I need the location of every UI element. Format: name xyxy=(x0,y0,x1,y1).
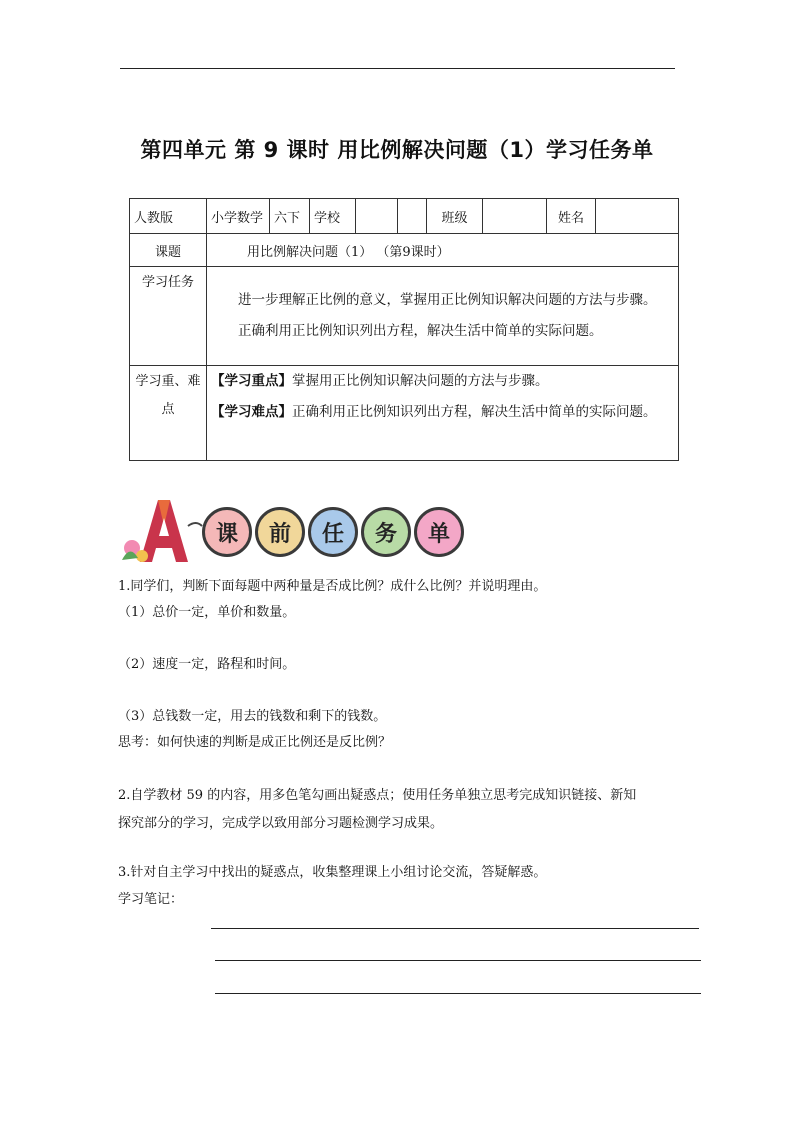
task-label: 学习任务 xyxy=(130,267,207,366)
name-field[interactable] xyxy=(596,199,679,234)
focus-content xyxy=(207,366,679,461)
info-table xyxy=(129,198,679,461)
name-label: 姓名 xyxy=(547,199,596,234)
subject-cell: 小学数学 xyxy=(207,199,270,234)
banner-char: 任 xyxy=(308,507,358,557)
banner-char: 务 xyxy=(361,507,411,557)
focus-diff-text: 正确利用正比例知识列出方程，解决生活中简单的实际问题。 xyxy=(292,404,657,420)
think-prompt: 思考：如何快速的判断是成正比例还是反比例？ xyxy=(118,735,392,750)
table-row xyxy=(130,234,679,267)
task-line: 正确利用正比例知识列出方程，解决生活中简单的实际问题。 xyxy=(238,323,603,339)
question-3: 3.针对自主学习中找出的疑惑点，收集整理课上小组讨论交流，答疑解惑。 xyxy=(118,865,547,880)
table-row xyxy=(130,267,679,366)
page-title: 第四单元 第 9 课时 用比例解决问题（1）学习任务单 xyxy=(140,138,654,162)
table-row xyxy=(130,366,679,461)
school-label: 学校 xyxy=(310,199,356,234)
lesson-value: 用比例解决问题（1） （第9课时） xyxy=(207,234,679,267)
focus-label: 学习重、难点 xyxy=(130,366,207,461)
notes-line[interactable] xyxy=(215,993,701,994)
banner-chars xyxy=(202,508,467,556)
focus-key-tag: 【学习重点】 xyxy=(211,373,292,389)
lesson-label: 课题 xyxy=(130,234,207,267)
banner-swash xyxy=(188,523,202,526)
question-2-line1: 2.自学教材 59 的内容，用多色笔勾画出疑惑点；使用任务单独立思考完成知识链接、新知 xyxy=(118,788,637,803)
question-1: 1.同学们，判断下面每题中两种量是否成比例？成什么比例？并说明理由。 xyxy=(118,579,547,594)
blank-cell xyxy=(398,199,427,234)
notes-line[interactable] xyxy=(211,928,699,929)
focus-key xyxy=(211,366,674,397)
grade-cell: 六下 xyxy=(270,199,310,234)
banner-char: 单 xyxy=(414,507,464,557)
class-label: 班级 xyxy=(427,199,483,234)
question-1c: （3）总钱数一定，用去的钱数和剩下的钱数。 xyxy=(118,709,387,724)
question-1b: （2）速度一定，路程和时间。 xyxy=(118,657,296,672)
question-2-line2: 探究部分的学习，完成学以致用部分习题检测学习成果。 xyxy=(118,816,444,831)
banner-letter: A xyxy=(164,560,165,561)
focus-key-text: 掌握用正比例知识解决问题的方法与步骤。 xyxy=(292,373,549,389)
focus-diff xyxy=(211,397,674,428)
table-row xyxy=(130,199,679,234)
task-line: 进一步理解正比例的意义，掌握用正比例知识解决问题的方法与步骤。 xyxy=(238,292,657,308)
school-field[interactable] xyxy=(356,199,398,234)
banner-char: 前 xyxy=(255,507,305,557)
header-rule xyxy=(120,68,675,69)
notes-label: 学习笔记： xyxy=(118,892,184,907)
notes-line[interactable] xyxy=(215,960,701,961)
class-field[interactable] xyxy=(483,199,547,234)
flower-icon xyxy=(136,550,148,562)
publisher-cell: 人教版 xyxy=(130,199,207,234)
focus-diff-tag: 【学习难点】 xyxy=(211,404,292,420)
banner-char: 课 xyxy=(202,507,252,557)
task-content xyxy=(207,267,679,366)
question-1a: （1）总价一定，单价和数量。 xyxy=(118,605,296,620)
